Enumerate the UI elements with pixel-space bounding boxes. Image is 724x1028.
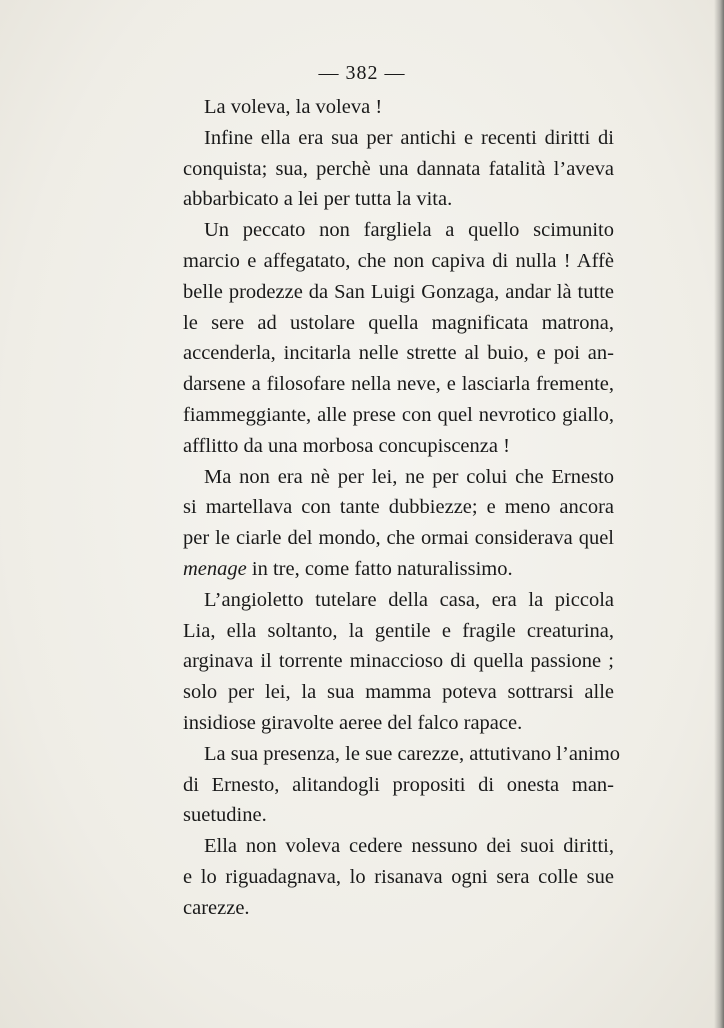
text-line: La voleva, la voleva ! (204, 96, 383, 118)
text-line: L’angioletto tutelare della casa, era la piccola (204, 588, 614, 611)
text-line: marcio e affegatato, che non capiva di nulla ! Affè (183, 249, 614, 272)
paragraph-4 (162, 462, 614, 585)
paragraph-3 (162, 215, 614, 461)
text-line: belle prodezze da San Luigi Gonzaga, andar là tutte (183, 280, 614, 303)
text-line: insidiose giravolte aeree del falco rapace. (183, 711, 523, 734)
text-line: Ma non era nè per lei, ne per colui che Ernesto (204, 465, 614, 488)
italic-word: menage (183, 557, 247, 580)
text-line: per le ciarle del mondo, che ormai considerava quel (183, 527, 614, 550)
paragraph-6 (162, 739, 621, 831)
text-line: Lia, ella soltanto, la gentile e fragile creaturina, (183, 619, 614, 642)
paragraph-7 (162, 831, 614, 923)
text-line: di Ernesto, alitandogli propositi di onesta man- (183, 773, 614, 796)
paragraph-2 (162, 123, 614, 215)
text-line: fiammeggiante, alle prese con quel nevrotico giallo, (183, 403, 614, 426)
paragraph-1 (162, 92, 614, 123)
page-edge-shadow (714, 0, 724, 1028)
text-line: afflitto da una morbosa concupiscenza ! (183, 434, 510, 457)
text-line: suetudine. (183, 804, 267, 827)
page-number: — 382 — (318, 62, 406, 84)
text-line: accenderla, incitarla nelle strette al buio, e poi an- (183, 342, 614, 365)
text-line: abbarbicato a lei per tutta la vita. (183, 188, 453, 211)
text-line: solo per lei, la sua mamma poteva sottrarsi alle (183, 681, 614, 704)
text-line-with-italic (162, 554, 614, 585)
text-line: conquista; sua, perchè una dannata fatalità l’aveva (183, 157, 614, 180)
text-line: e lo riguadagnava, lo risanava ogni sera colle sue (183, 865, 614, 888)
text-line: le sere ad ustolare quella magnificata matrona, (183, 311, 614, 334)
paragraph-5 (162, 585, 614, 739)
text-line: Infine ella era sua per antichi e recenti diritti di (204, 126, 614, 149)
text-line: darsene a filosofare nella neve, e lasciarla fremente, (183, 373, 614, 396)
text-line: Un peccato non fargliela a quello scimunito (204, 219, 614, 242)
text-line: La sua presenza, le sue carezze, attutivano l’animo (204, 742, 621, 765)
text-line: si martellava con tante dubbiezze; e meno ancora (183, 496, 614, 519)
text-fragment: in tre, come fatto naturalissimo. (246, 557, 513, 580)
body-text (162, 92, 621, 924)
text-line: carezze. (183, 896, 250, 919)
text-line: arginava il torrente minaccioso di quella passione ; (183, 650, 614, 673)
text-line: Ella non voleva cedere nessuno dei suoi diritti, (204, 835, 614, 858)
